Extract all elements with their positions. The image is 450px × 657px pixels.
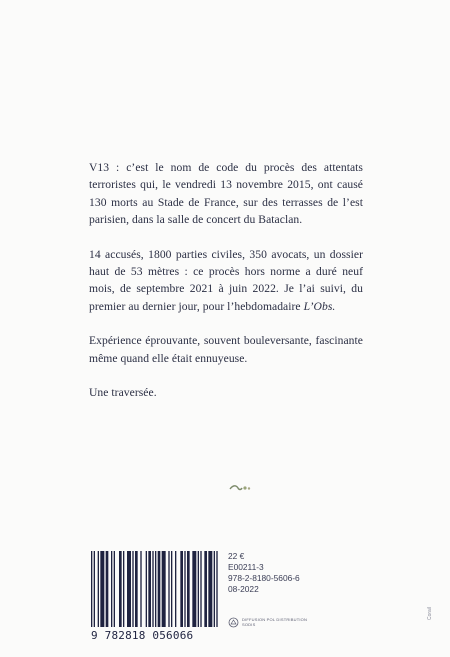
publication-name: L’Obs.	[303, 299, 336, 313]
barcode-bars	[91, 551, 219, 627]
barcode	[91, 551, 219, 651]
distributor-text: DIFFUSION POL DISTRIBUTION SODIS	[242, 617, 308, 627]
barcode-bar	[158, 551, 161, 627]
barcode-bar	[204, 551, 207, 627]
barcode-bar	[135, 551, 138, 627]
barcode-bar	[214, 551, 215, 627]
barcode-bar	[100, 551, 104, 627]
barcode-bar	[184, 551, 185, 627]
barcode-bar	[168, 551, 169, 627]
barcode-bar	[106, 551, 109, 627]
barcode-bar	[127, 551, 131, 627]
printer-mark: Corail	[427, 606, 433, 620]
barcode-bar	[123, 551, 124, 627]
barcode-bar	[111, 551, 112, 627]
barcode-bar	[119, 551, 122, 627]
barcode-bar	[175, 551, 176, 627]
barcode-bar	[140, 551, 141, 627]
barcode-bar	[187, 551, 190, 627]
barcode-bar	[114, 551, 115, 627]
barcode-bar	[198, 551, 199, 627]
barcode-bar	[132, 551, 133, 627]
blurb-text	[89, 159, 363, 418]
blurb-paragraph-2	[89, 246, 363, 316]
barcode-bar	[152, 551, 153, 627]
barcode-bar	[146, 551, 147, 627]
distributor-logo-icon	[228, 617, 239, 628]
blurb-paragraph-2-text: 14 accusés, 1800 parties civiles, 350 avocats, un dossier haut de 53 mètres : ce procès hors norme a duré neuf mois, de septembre 2021 à juin 2022. Je l’ai suivi, du premier au dernier jour, pour l’hebdomadaire	[89, 247, 363, 313]
barcode-bar	[148, 551, 151, 627]
price: 22 €	[228, 551, 245, 561]
product-code: E00211-3	[228, 562, 264, 572]
barcode-bar	[171, 551, 172, 627]
barcode-digits: 9 782818 056066	[91, 629, 194, 642]
print-date: 08-2022	[228, 584, 259, 594]
barcode-bar	[162, 551, 166, 627]
blurb-paragraph-3: Expérience éprouvante, souvent bouleversante, fascinante même quand elle était ennuyeuse.	[89, 334, 363, 365]
barcode-bar	[192, 551, 196, 627]
barcode-bar	[216, 551, 217, 627]
publisher-ornament-icon	[228, 484, 252, 492]
isbn-number: 978-2-8180-5606-6	[228, 573, 300, 583]
barcode-bar	[155, 551, 156, 627]
blurb-paragraph-4: Une traversée.	[89, 386, 157, 400]
distributor-mark	[228, 616, 308, 630]
barcode-bar	[208, 551, 212, 627]
blurb-paragraph-1: V13 : c’est le nom de code du procès des attentats terroristes qui, le vendredi 13 novembre 2015, ont causé 130 morts au Stade de France, sur des terrasses de l’est parisien, dans la salle de concert du Bataclan.	[89, 161, 363, 227]
barcode-bar	[94, 551, 95, 627]
price-info	[228, 551, 318, 595]
barcode-bar	[98, 551, 99, 627]
barcode-bar	[91, 551, 92, 627]
barcode-bar	[180, 551, 183, 627]
barcode-bar	[200, 551, 201, 627]
